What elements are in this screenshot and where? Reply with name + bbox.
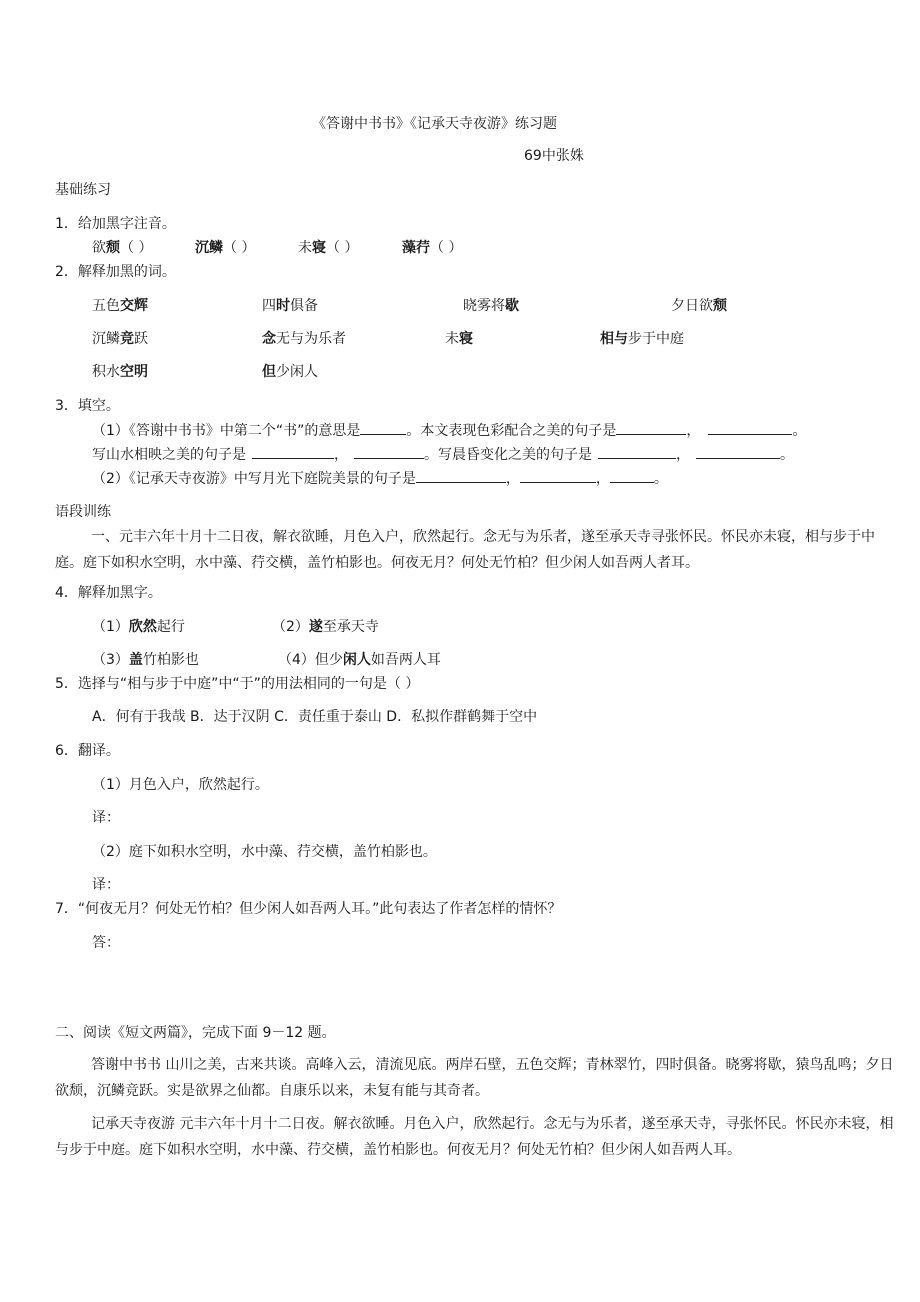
- q4-item: （1）欣然起行: [92, 619, 185, 635]
- q6-sentence-1: （1）月色入户，欣然起行。: [92, 777, 269, 793]
- q4-prompt: 4．解释加黑字。: [55, 585, 162, 601]
- q3-prompt: 3．填空。: [55, 398, 120, 414]
- part2-passage-1: 答谢中书书 山川之美，古来共谈。高峰入云，清流见底。两岸石壁，五色交辉；青林翠竹，四时俱备。晓雾将歇，猿鸟乱鸣；夕日欲颓，沉鳞竞跃。实是欲界之仙都。自康乐以来，未复有能与其奇者。: [55, 1057, 894, 1099]
- q2-word: 四时俱备: [262, 298, 318, 314]
- q5-options: A．何有于我哉 B．达于汉阴 C．责任重于泰山 D．私拟作群鹤舞于空中: [92, 709, 538, 725]
- q4-item: （2）遂至承天寺: [272, 619, 379, 635]
- q2-word: 未寝: [445, 331, 473, 347]
- part2-heading: 二、阅读《短文两篇》，完成下面 9－12 题。: [55, 1025, 336, 1041]
- q3-line3: （2）《记承天寺夜游》中写月光下庭院美景的句子是 ， ， 。: [92, 468, 668, 489]
- passage-1: 一、元丰六年十月十二日夜，解衣欲睡，月色入户，欣然起行。念无与为乐者，遂至承天寺寻张怀民。怀民亦未寝，相与步于中庭。庭下如积水空明，水中藻、荇交横，盖竹柏影也。何夜无月？何处无竹柏？但少闲人如吾两人者耳。: [55, 529, 875, 571]
- q2-word: 夕日欲颓: [671, 298, 727, 314]
- q4-item: （3）盖竹柏影也: [92, 652, 199, 668]
- part2-passage-2: 记承天寺夜游 元丰六年十月十二日夜。解衣欲睡。月色入户，欣然起行。念无与为乐者，遂至承天寺，寻张怀民。怀民亦未寝，相与步于中庭。庭下如积水空明，水中藻、荇交横，盖竹柏影也。何夜无月？何处无竹柏？但少闲人如吾两人耳。: [55, 1116, 894, 1158]
- q6-sentence-2: （2）庭下如积水空明，水中藻、荇交横，盖竹柏影也。: [92, 844, 437, 860]
- q2-word: 沉鳞竞跃: [92, 331, 148, 347]
- q1-item: 欲颓（ ）: [92, 240, 153, 256]
- q7-answer: 答：: [92, 935, 120, 951]
- q2-word: 积水空明: [92, 364, 148, 380]
- q3-line2: 写山水相映之美的句子是 ， 。写晨昏变化之美的句子是 ， 。: [92, 444, 794, 465]
- q7-prompt: 7．“何夜无月？何处无竹柏？但少闲人如吾两人耳。”此句表达了作者怎样的情怀？: [55, 901, 562, 917]
- q1-prompt: 1．给加黑字注音。: [55, 216, 176, 232]
- section-passage: 语段训练: [55, 504, 111, 520]
- q2-word: 但少闲人: [262, 364, 318, 380]
- author: 69中张姝: [524, 148, 584, 164]
- q3-line1: （1）《答谢中书书》中第二个“书”的意思是 。本文表现色彩配合之美的句子是 ， 。: [92, 420, 806, 441]
- q6-prompt: 6．翻译。: [55, 743, 120, 759]
- q4-item: （4）但少闲人如吾两人耳: [278, 652, 441, 668]
- page-title: 《答谢中书书》《记承天寺夜游》练习题: [312, 116, 557, 132]
- q1-item: 藻荇（ ）: [402, 240, 463, 256]
- q2-prompt: 2．解释加黑的词。: [55, 264, 176, 280]
- q2-word: 五色交辉: [92, 298, 148, 314]
- section-basic: 基础练习: [55, 182, 111, 198]
- q2-word: 相与步于中庭: [600, 331, 684, 347]
- q6-translate-1: 译：: [92, 810, 120, 826]
- q1-item: 沉鳞（ ）: [195, 240, 256, 256]
- q5-prompt: 5．选择与“相与步于中庭”中“于”的用法相同的一句是（ ）: [55, 676, 420, 692]
- q2-word: 晓雾将歇: [463, 298, 519, 314]
- q1-item: 未寝（ ）: [298, 240, 359, 256]
- q2-word: 念无与为乐者: [262, 331, 346, 347]
- q6-translate-2: 译：: [92, 877, 120, 893]
